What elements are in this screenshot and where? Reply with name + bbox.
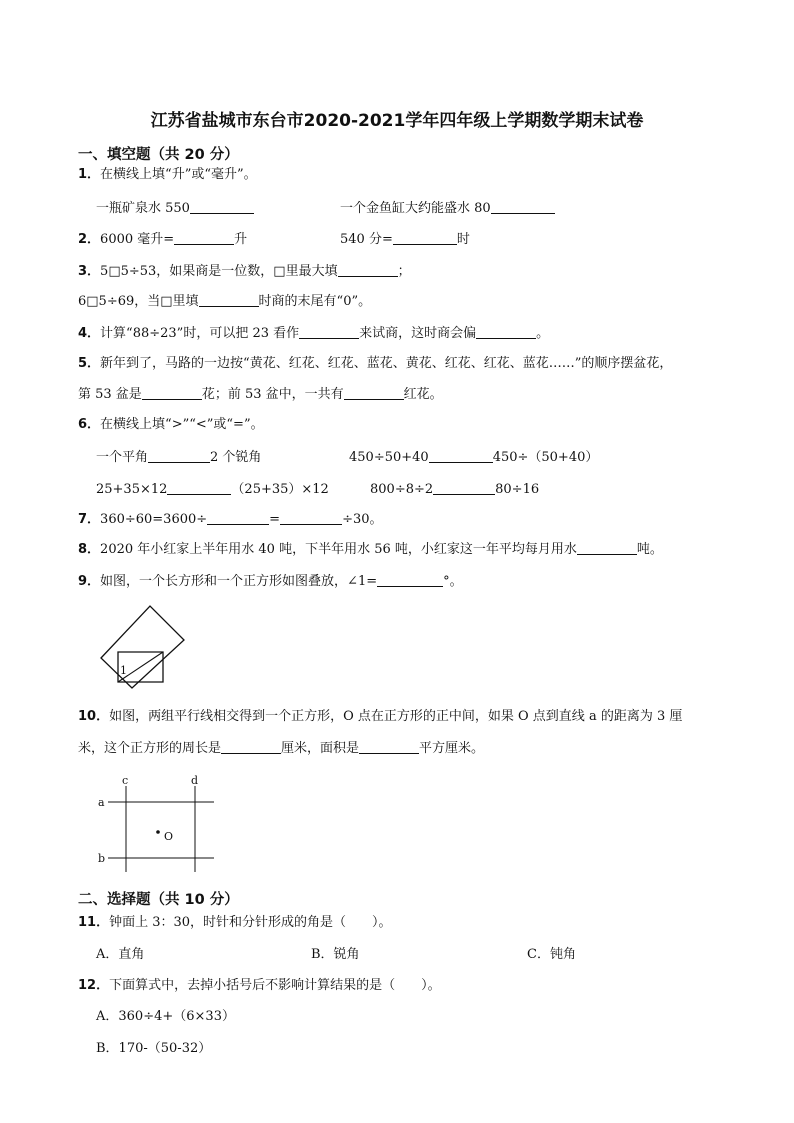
label-c: c <box>122 774 129 787</box>
question-number: 1． <box>78 167 101 182</box>
question-number: 10． <box>78 709 110 724</box>
rectangle-square-figure <box>96 600 196 692</box>
question-3 <box>78 262 411 281</box>
question-6-item-4 <box>370 480 539 499</box>
answer-blank[interactable] <box>377 572 443 587</box>
option-11-c[interactable]: C．钝角 <box>527 947 576 962</box>
option-12-a[interactable]: A．360÷4+（6×33） <box>96 1009 235 1024</box>
question-number: 4． <box>78 326 101 341</box>
answer-blank[interactable] <box>174 230 234 245</box>
question-10 <box>78 708 682 726</box>
item-text: 时 <box>456 232 470 247</box>
answer-blank[interactable] <box>148 448 210 463</box>
label-o: O <box>164 830 174 843</box>
answer-blank[interactable] <box>280 510 342 525</box>
question-6-item-2 <box>349 448 598 467</box>
question-10-line-2 <box>78 739 484 758</box>
question-number: 12． <box>78 978 110 993</box>
label-a: a <box>98 796 105 809</box>
item-text: 800÷8÷2 <box>370 482 434 497</box>
answer-blank[interactable] <box>190 199 254 214</box>
item-text: 5□5÷53，如果商是一位数，□里最大填 <box>100 264 338 279</box>
item-text: 540 分= <box>340 232 393 247</box>
item-text: 平方厘米。 <box>419 741 485 756</box>
section-fill-in: 一、填空题（共 20 分） <box>78 147 239 163</box>
answer-blank[interactable] <box>577 540 637 555</box>
label-d: d <box>191 774 199 787</box>
question-number: 7． <box>78 512 101 527</box>
question-2-item-b <box>340 230 470 249</box>
item-text: 花；前 53 盆中，一共有 <box>201 387 344 402</box>
question-number: 6． <box>78 417 101 432</box>
question-8 <box>78 540 663 559</box>
question-9 <box>78 572 463 591</box>
answer-blank[interactable] <box>221 739 281 754</box>
item-text: 25+35×12 <box>96 482 168 497</box>
page-title: 江苏省盐城市东台市2020-2021学年四年级上学期数学期末试卷 <box>150 111 644 131</box>
question-2 <box>78 230 247 249</box>
question-1-item-b <box>340 199 555 218</box>
question-3-line-2 <box>78 292 371 311</box>
answer-blank[interactable] <box>429 448 493 463</box>
item-text: 2020 年小红家上半年用水 40 吨，下半年用水 56 吨，小红家这一年平均每月用水 <box>100 542 577 557</box>
question-5 <box>78 355 672 373</box>
question-number: 11． <box>78 915 110 930</box>
item-text: 80÷16 <box>495 482 540 497</box>
item-text: ÷30。 <box>342 512 383 527</box>
label-b: b <box>98 852 106 865</box>
answer-blank[interactable] <box>299 324 359 339</box>
item-text: 360÷60=3600÷ <box>100 512 208 527</box>
option-11-b[interactable]: B．锐角 <box>311 947 360 962</box>
question-text: 钟面上 3：30，时针和分针形成的角是（ ）。 <box>109 915 392 930</box>
option-11-a[interactable]: A．直角 <box>96 947 145 962</box>
item-text: 一个金鱼缸大约能盛水 80 <box>340 201 491 216</box>
question-number: 5． <box>78 356 101 371</box>
question-6-item-1 <box>96 448 261 467</box>
answer-blank[interactable] <box>491 199 555 214</box>
point-o <box>156 830 160 834</box>
question-text: 在横线上填“升”或“毫升”。 <box>100 167 257 182</box>
angle-label: 1 <box>120 664 127 677</box>
question-text: 在横线上填“>”“<”或“=”。 <box>100 417 264 432</box>
item-text: （25+35）×12 <box>231 482 329 497</box>
question-12 <box>78 977 441 995</box>
question-1 <box>78 166 257 184</box>
question-number: 2． <box>78 232 101 247</box>
answer-blank[interactable] <box>167 480 231 495</box>
option-12-b[interactable]: B．170-（50-32） <box>96 1041 212 1056</box>
parallel-lines-figure <box>94 772 224 876</box>
question-4 <box>78 324 549 343</box>
item-text: = <box>269 512 281 527</box>
item-text: 时商的末尾有“0”。 <box>258 294 372 309</box>
item-text: 红花。 <box>403 387 443 402</box>
question-number: 8． <box>78 542 101 557</box>
answer-blank[interactable] <box>142 385 202 400</box>
answer-blank[interactable] <box>393 230 457 245</box>
question-text: 下面算式中，去掉小括号后不影响计算结果的是（ ）。 <box>109 978 441 993</box>
item-text: 2 个锐角 <box>210 450 262 465</box>
rectangle-shape <box>101 606 184 688</box>
item-text: 6000 毫升= <box>100 232 175 247</box>
answer-blank[interactable] <box>344 385 404 400</box>
item-text: 新年到了，马路的一边按“黄花、红花、红花、蓝花、黄花、红花、红花、蓝花……”的顺序摆盆花， <box>100 356 673 371</box>
item-text: 。 <box>536 326 550 341</box>
item-text: 厘米，面积是 <box>281 741 360 756</box>
question-5-line-2 <box>78 385 443 404</box>
question-1-item-a <box>96 199 254 218</box>
item-text: 升 <box>234 232 248 247</box>
item-text: ； <box>397 264 411 279</box>
item-text: °。 <box>443 574 463 589</box>
question-number: 3． <box>78 264 101 279</box>
item-text: 吨。 <box>636 542 663 557</box>
answer-blank[interactable] <box>433 480 495 495</box>
item-text: 计算“88÷23”时，可以把 23 看作 <box>100 326 300 341</box>
section-multiple-choice: 二、选择题（共 10 分） <box>78 892 239 908</box>
question-11 <box>78 914 392 932</box>
answer-blank[interactable] <box>338 262 398 277</box>
answer-blank[interactable] <box>476 324 536 339</box>
answer-blank[interactable] <box>199 292 259 307</box>
item-text: 米，这个正方形的周长是 <box>78 741 222 756</box>
item-text: 一个平角 <box>96 450 149 465</box>
question-7 <box>78 510 383 529</box>
item-text: 如图，一个长方形和一个正方形如图叠放，∠1= <box>100 574 378 589</box>
answer-blank[interactable] <box>207 510 269 525</box>
answer-blank[interactable] <box>359 739 419 754</box>
item-text: 450÷50+40 <box>349 450 429 465</box>
item-text: 来试商，这时商会偏 <box>359 326 477 341</box>
question-6-item-3 <box>96 480 329 499</box>
item-text: 6□5÷69，当□里填 <box>78 294 199 309</box>
item-text: 如图，两组平行线相交得到一个正方形，O 点在正方形的正中间，如果 O 点到直线 a 的距离为 3 厘 <box>109 709 683 724</box>
item-text: 第 53 盆是 <box>78 387 142 402</box>
question-6 <box>78 416 264 434</box>
question-number: 9． <box>78 574 101 589</box>
item-text: 一瓶矿泉水 550 <box>96 201 190 216</box>
item-text: 450÷（50+40） <box>492 450 599 465</box>
